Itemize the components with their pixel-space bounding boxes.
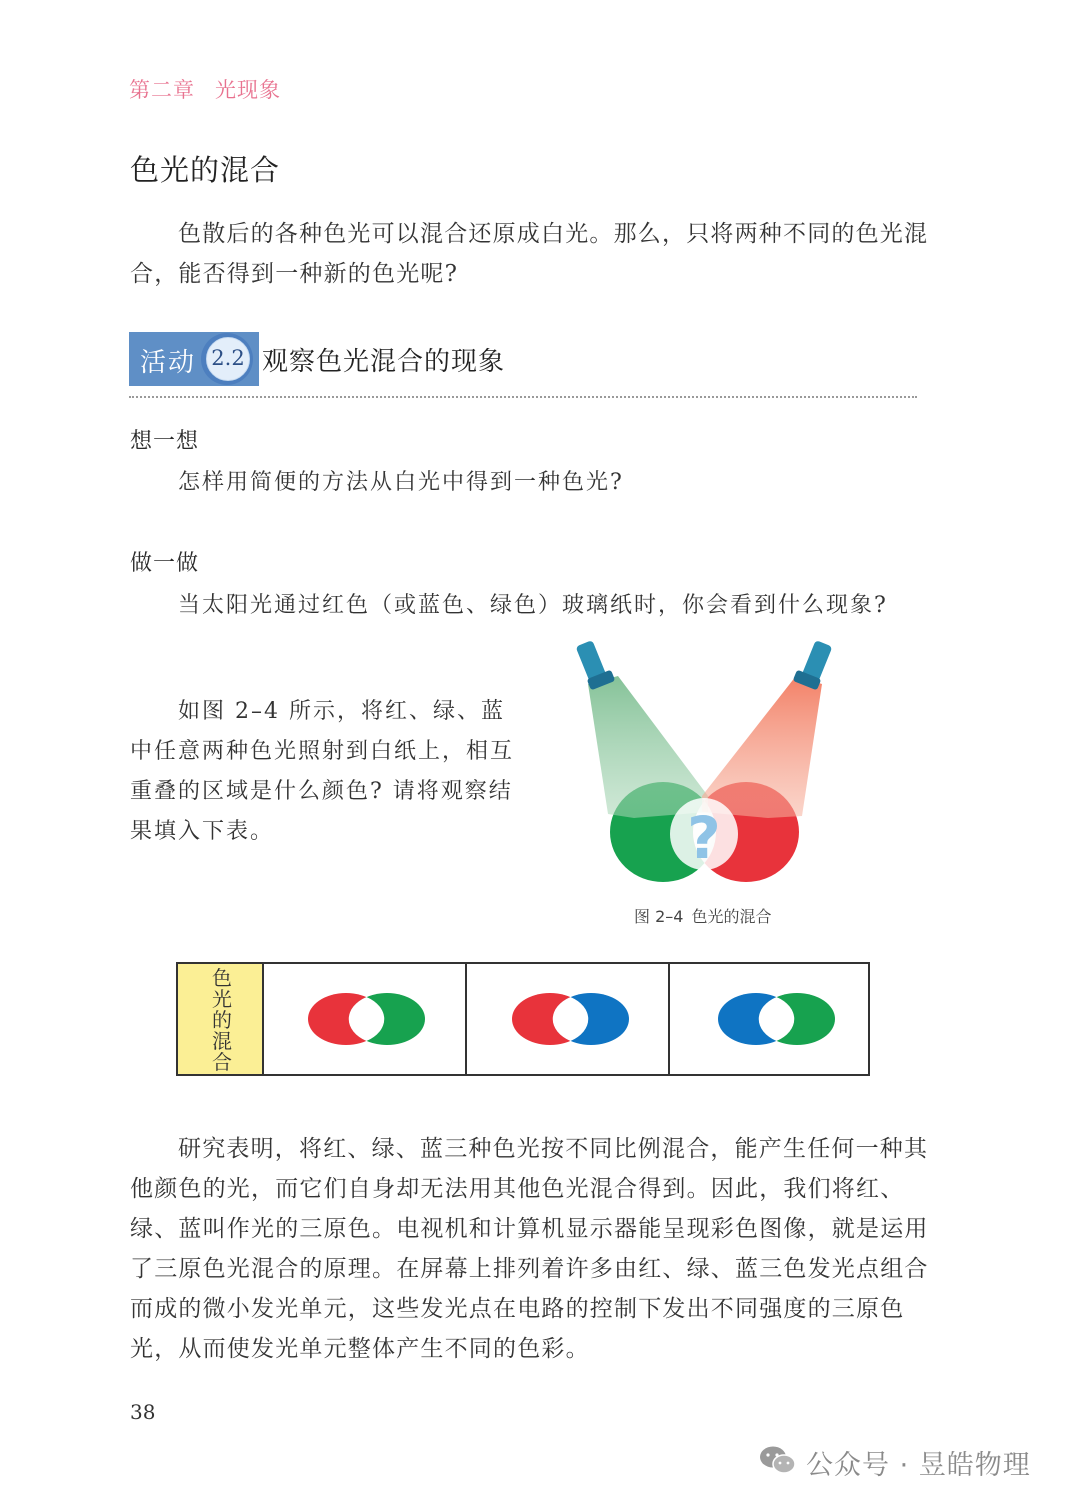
- pair-red-green: [308, 993, 425, 1045]
- figure-instruction-paragraph: 如图 2–4 所示，将红、绿、蓝中任意两种色光照射到白纸上，相互重叠的区域是什么颜色? 请将观察结果填入下表。: [130, 699, 515, 844]
- figure-caption: [634, 904, 771, 927]
- activity-label: 活动: [140, 348, 197, 378]
- think-question: 怎样用简便的方法从白光中得到一种色光?: [178, 470, 624, 495]
- table-header-text: 色光的混合: [212, 966, 232, 1074]
- chapter-header: [129, 74, 281, 104]
- pair-red-blue: [512, 993, 629, 1045]
- figure-caption-number: 图 2–4: [634, 907, 684, 926]
- intro-paragraph: 色散后的各种色光可以混合还原成白光。那么，只将两种不同的色光混合，能否得到一种新的色光呢?: [130, 221, 929, 287]
- green-light-beam: [588, 676, 708, 818]
- table-color-pairs: [264, 964, 868, 1074]
- dotted-divider: [129, 396, 917, 398]
- do-question: 当太阳光通过红色（或蓝色、绿色）玻璃纸时，你会看到什么现象?: [178, 593, 888, 618]
- do-heading: 做一做: [130, 551, 200, 576]
- activity-title: 观察色光混合的现象: [262, 347, 506, 377]
- green-flashlight-icon: [576, 640, 616, 690]
- figure-caption-text: 色光的混合: [691, 907, 772, 926]
- wechat-icon: [758, 1444, 798, 1476]
- chapter-number: 第二章: [129, 78, 195, 102]
- section-title: 色光的混合: [130, 153, 281, 187]
- page-number: 38: [130, 1400, 156, 1424]
- red-light-beam: [702, 676, 822, 818]
- research-paragraph: 研究表明，将红、绿、蓝三种色光按不同比例混合，能产生任何一种其他颜色的光，而它们自身却无法用其他色光混合得到。因此，我们将红、绿、蓝叫作光的三原色。电视机和计算机显示器能呈现彩色图像，就是运用了三原色光混合的原理。在屏幕上排列着许多由红、绿、蓝三色发光点组合而成的微小发光单元，这些发光点在电路的控制下发出不同强度的三原色光，从而使发光单元整体产生不同的色彩。: [130, 1136, 929, 1362]
- table-header-cell: [178, 964, 264, 1074]
- red-flashlight-icon: [793, 640, 833, 690]
- activity-number: 2.2: [211, 346, 245, 370]
- think-heading: 想一想: [130, 429, 200, 454]
- chapter-title: 光现象: [215, 78, 281, 102]
- watermark-text: 公众号 · 昱皓物理: [806, 1450, 1031, 1481]
- pair-blue-green: [718, 993, 835, 1045]
- observation-table: [176, 962, 870, 1076]
- color-mixing-figure: [570, 636, 840, 892]
- question-mark: ?: [687, 804, 721, 872]
